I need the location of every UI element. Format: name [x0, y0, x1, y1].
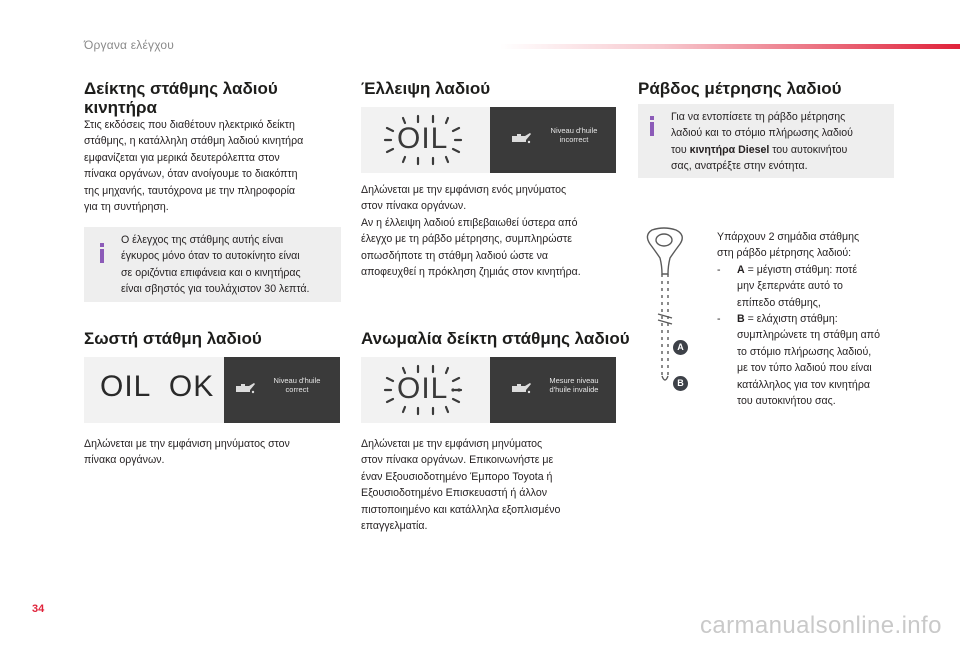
text-line: Υπάρχουν 2 σημάδια στάθμης	[717, 231, 860, 243]
text-line: της μηχανής, ταυτόχρονα με την πληροφορία	[84, 184, 296, 197]
text-line: πιστοποιημένο και κατάλληλα εξοπλισμένο	[361, 503, 561, 516]
heading-line: Δείκτης στάθμης λαδιού	[84, 79, 278, 98]
text-line: λαδιού και το στόμιο πλήρωσης λαδιού	[671, 127, 853, 140]
text-line	[737, 262, 897, 278]
text-line: Αν η έλλειψη λαδιού επιβεβαιωθεί ύστερα από	[361, 216, 578, 229]
text-segment: = μέγιστη στάθμη: ποτέ	[744, 263, 858, 276]
text-line: εμφανίζεται για μερικά δευτερόλεπτα στον	[84, 151, 280, 164]
panel-dark-area	[490, 357, 616, 423]
panel-oil-fault	[361, 357, 616, 423]
text-line: Για να εντοπίσετε τη ράβδο μέτρησης	[671, 111, 846, 123]
marker-a-badge: A	[673, 340, 688, 355]
page-number: 34	[32, 603, 45, 615]
message-line: incorrect	[559, 135, 589, 144]
marker-key: B	[737, 313, 745, 326]
text-line: στη ράβδο μέτρησης λαδιού:	[717, 247, 852, 260]
oil-label-display: OIL	[397, 372, 449, 405]
info-icon	[650, 116, 654, 136]
text-line: επαγγελματία.	[361, 520, 428, 533]
text-segment: = ελάχιστη στάθμη:	[744, 313, 838, 326]
text-line: σας, ανατρέξτε στην ενότητα.	[671, 160, 808, 173]
oil-can-icon	[234, 381, 256, 395]
text-line: Δηλώνεται με την εμφάνιση μηνύματος στον	[84, 438, 290, 450]
text-line: πίνακα οργάνων, όταν ανοίγουμε το διακόπτη	[84, 168, 298, 181]
info-icon	[100, 243, 104, 263]
text-line: οπωσδήποτε τη στάθμη λαδιού ώστε να	[361, 249, 549, 262]
panel-dark-area	[490, 107, 616, 173]
oil-can-icon	[510, 131, 532, 145]
info-box-level-check	[84, 227, 341, 302]
text-line: Ο έλεγχος της στάθμης αυτής είναι	[121, 234, 284, 246]
info-box-dipstick-location	[638, 104, 894, 178]
heading-dipstick: Ράβδος μέτρησης λαδιού	[638, 79, 842, 98]
message-line: Niveau d'huile	[273, 376, 321, 385]
info-text	[671, 109, 893, 175]
list-item-max	[717, 262, 897, 311]
text-segment: του αυτοκινήτου	[769, 143, 848, 156]
text-line: το στόμιο πλήρωσης λαδιού,	[737, 345, 872, 358]
panel-message	[264, 376, 330, 394]
text-line: έγκυρος μόνο όταν το αυτοκίνητο είναι	[121, 250, 300, 263]
oil-ok-display: OIL OK	[100, 370, 215, 403]
dipstick-illustration	[640, 226, 700, 398]
heading-correct-oil-level: Σωστή στάθμη λαδιού	[84, 329, 262, 348]
text-line: αποφευχθεί η πρόκληση ζημιάς στον κινητήρα.	[361, 266, 581, 279]
panel-message	[540, 376, 608, 394]
text-line: στον πίνακα οργάνων. Επικοινωνήστε με	[361, 454, 554, 467]
text-line: επίπεδο στάθμης,	[737, 296, 821, 309]
text-line: Στις εκδόσεις που διαθέτουν ηλεκτρικό δείκτη	[84, 119, 295, 131]
text-line: έναν Εξουσιοδοτημένο Έμπορο Toyota ή	[361, 470, 553, 483]
text-line: κατάλληλος για τον κινητήρα	[737, 378, 870, 391]
page-header-title: Όργανα ελέγχου	[84, 38, 175, 52]
message-line: d'huile invalide	[549, 385, 599, 394]
text-line: συμπληρώνετε τη στάθμη από	[737, 329, 880, 342]
marker-key: A	[737, 263, 745, 276]
message-line: Mesure niveau	[549, 376, 599, 385]
text-line: πίνακα οργάνων.	[84, 454, 165, 467]
message-line: correct	[285, 385, 309, 394]
text-line: του αυτοκινήτου σας.	[737, 395, 836, 408]
text-line: σε οριζόντια επιφάνεια και ο κινητήρας	[121, 266, 301, 279]
text-segment: του	[671, 143, 690, 156]
text-line: στον πίνακα οργάνων.	[361, 200, 467, 213]
low-oil-body	[361, 182, 623, 280]
heading-low-oil: Έλλειψη λαδιού	[361, 79, 491, 98]
panel-oil-ok	[84, 357, 340, 423]
oil-label-display: OIL	[397, 122, 449, 155]
oil-can-icon	[510, 381, 532, 395]
heading-indicator-fault: Ανωμαλία δείκτη στάθμης λαδιού	[361, 329, 630, 348]
heading-line: κινητήρα	[84, 98, 157, 117]
info-text	[121, 232, 339, 298]
text-line: Δηλώνεται με την εμφάνιση μηνύματος	[361, 438, 543, 450]
text-line: με τον τύπο λαδιού που είναι	[737, 362, 872, 375]
panel-message	[540, 126, 608, 144]
watermark: carmanualsonline.info	[700, 612, 942, 639]
text-line: είναι σβηστός για τουλάχιστον 30 λεπτά.	[121, 283, 310, 296]
text-line: στάθμης, η κατάλληλη στάθμη λαδιού κινητήρα	[84, 135, 304, 148]
text-segment-bold: κινητήρα Diesel	[689, 143, 770, 156]
panel-oil-low	[361, 107, 616, 173]
correct-level-description	[84, 436, 344, 469]
oil-indicator-body	[84, 117, 344, 215]
marker-b-badge: B	[673, 376, 688, 391]
list-dash: -	[717, 263, 721, 276]
dipstick-markers-list	[717, 229, 897, 409]
indicator-fault-description	[361, 436, 623, 534]
message-line: Niveau d'huile	[550, 126, 598, 135]
text-line: για τη συντήρηση.	[84, 201, 169, 214]
text-line	[671, 142, 893, 158]
list-item-min	[717, 311, 897, 409]
text-line: έλεγχο με τη ράβδο μέτρησης, συμπληρώστε	[361, 233, 572, 246]
text-line: μην ξεπερνάτε αυτό το	[737, 280, 843, 293]
text-line	[737, 311, 897, 327]
list-dash: -	[717, 313, 721, 326]
heading-oil-level-indicator	[84, 79, 344, 117]
panel-dark-area	[224, 357, 340, 423]
text-line: Εξουσιοδοτημένο Επισκευαστή ή άλλον	[361, 487, 548, 500]
text-line: Δηλώνεται με την εμφάνιση ενός μηνύματος	[361, 184, 567, 196]
header-accent-bar	[500, 44, 960, 49]
